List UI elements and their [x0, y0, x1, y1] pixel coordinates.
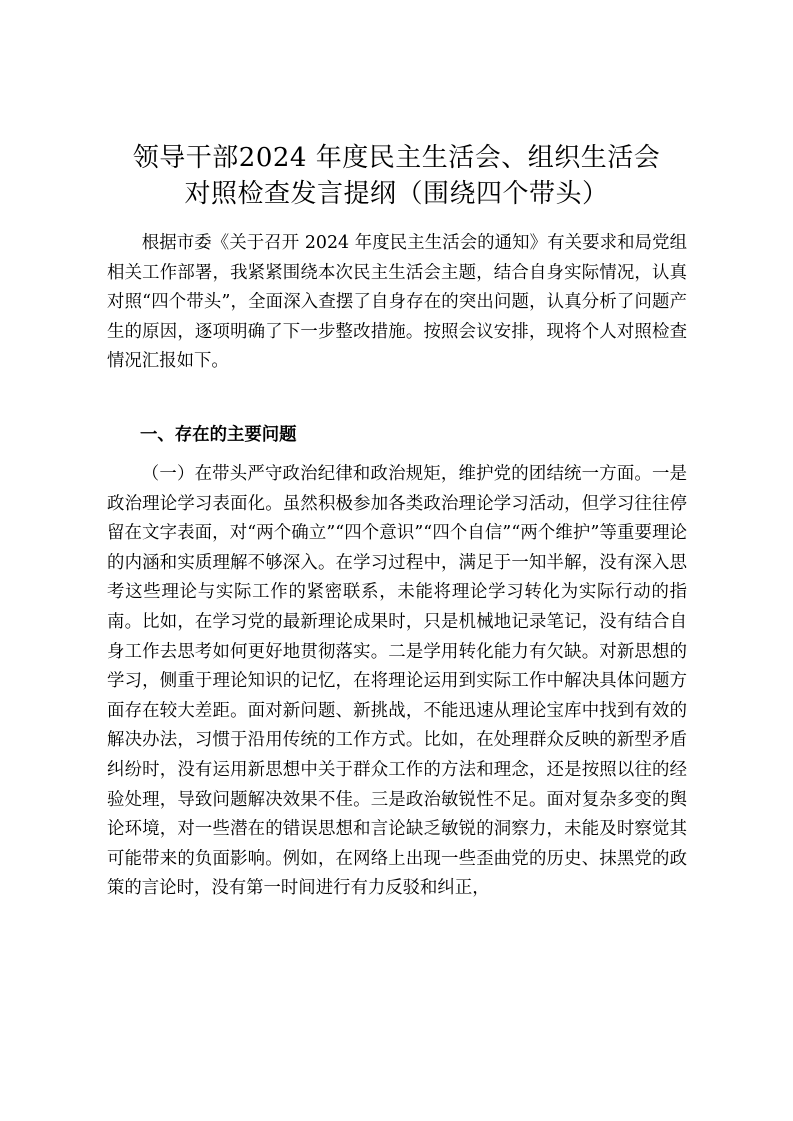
section-heading: 一、存在的主要问题: [140, 425, 297, 445]
document-title-line2: 对照检查发言提纲（围绕四个带头）: [184, 179, 609, 209]
body-paragraph: （一）在带头严守政治纪律和政治规矩，维护党的团结统一方面。一是政治理论学习表面化。虽然积极参加各类政治理论学习活动，但学习往往停留在文字表面，对“两个确立”“四个意识”“四个自信”“两个维护”等重要理论的内涵和实质理解不够深入。在学习过程中，满足于一知半解，没有深入思考这些理论与实际工作的紧密联系，未能将理论学习转化为实际行动的指南。比如，在学习党的最新理论成果时，只是机械地记录笔记，没有结合自身工作去思考如何更好地贯彻落实。二是学用转化能力有欠缺。对新思想的学习，侧重于理论知识的记忆，在将理论运用到实际工作中解决具体问题方面存在较大差距。面对新问题、新挑战，不能迅速从理论宝库中找到有效的解决办法，习惯于沿用传统的工作方式。比如，在处理群众反映的新型矛盾纠纷时，没有运用新思想中关于群众工作的方法和理念，还是按照以往的经验处理，导致问题解决效果不佳。三是政治敏锐性不足。面对复杂多变的舆论环境，对一些潜在的错误思想和言论缺乏敏锐的洞察力，未能及时察觉其可能带来的负面影响。例如，在网络上出现一些歪曲党的历史、抹黑党的政策的言论时，没有第一时间进行有力反驳和纠正，: [107, 464, 687, 899]
intro-paragraph: 根据市委《关于召开 2024 年度民主生活会的通知》有关要求和局党组相关工作部署，我紧紧围绕本次民主生活会主题，结合自身实际情况，认真对照“四个带头”，全面深入查摆了自身存在的突出问题，认真分析了问题产生的原因，逐项明确了下一步整改措施。按照会议安排，现将个人对照检查情况汇报如下。: [107, 233, 687, 372]
document-title-line1: 领导干部2024 年度民主生活会、组织生活会: [132, 143, 661, 173]
